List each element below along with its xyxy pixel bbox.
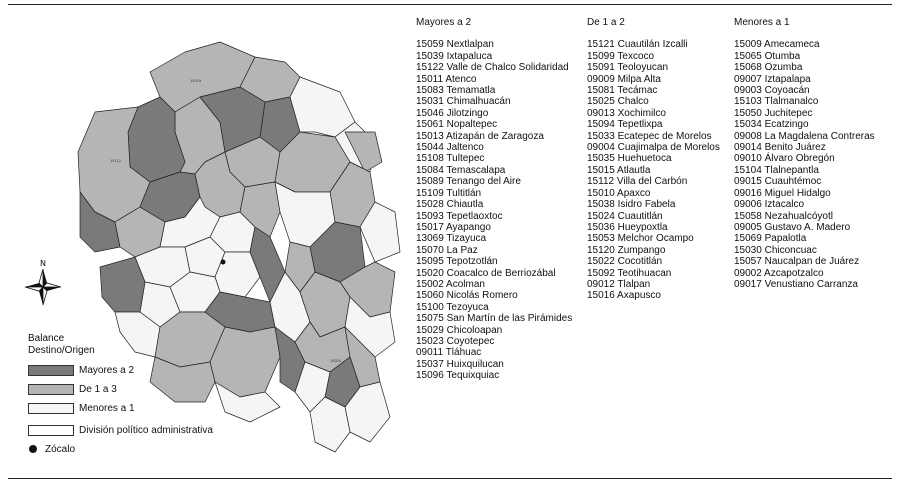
- municipality-row: [416, 74, 572, 85]
- municipality-row: [416, 347, 572, 358]
- municipality-code: 15036: [587, 221, 615, 233]
- map-region: [100, 257, 145, 312]
- municipality-name: Tizayuca: [446, 233, 487, 245]
- region-label: 15019: [190, 79, 202, 83]
- municipality-code: 15035: [587, 153, 615, 165]
- municipality-name: Álvaro Obregón: [764, 153, 835, 165]
- municipality-row: [734, 119, 875, 130]
- municipality-row: [416, 199, 572, 210]
- municipality-name: Teotihuacan: [617, 267, 672, 279]
- municipality-row: [587, 211, 720, 222]
- municipality-name: Otumba: [764, 50, 801, 62]
- municipality-name: Chiautla: [446, 199, 484, 211]
- legend: [28, 333, 213, 455]
- municipality-name: Amecameca: [764, 39, 820, 51]
- municipality-code: 09003: [734, 85, 762, 97]
- municipality-name: Huehuetoca: [617, 153, 672, 165]
- municipality-row: [734, 85, 875, 96]
- municipality-name: Cocotitlán: [617, 256, 663, 268]
- municipality-code: 09012: [587, 278, 615, 290]
- legend-item-menores: [28, 403, 135, 414]
- municipality-row: [734, 222, 875, 233]
- municipality-code: 15031: [416, 96, 444, 108]
- municipality-row: [587, 142, 720, 153]
- municipality-name: Axapusco: [617, 290, 661, 302]
- municipality-row: [734, 211, 875, 222]
- municipality-row: [734, 176, 875, 187]
- municipality-row: [587, 268, 720, 279]
- municipality-row: [587, 176, 720, 187]
- municipality-row: [416, 359, 572, 370]
- municipality-code: 15013: [416, 130, 444, 142]
- municipality-name: Acolman: [446, 278, 485, 290]
- municipality-row: [587, 199, 720, 210]
- municipality-row: [416, 153, 572, 164]
- legend-item-de1a3: [28, 384, 117, 395]
- municipality-code: 15109: [416, 187, 444, 199]
- municipality-name: Papalotla: [764, 233, 807, 245]
- legend-label-zocalo: Zócalo: [45, 444, 76, 455]
- municipality-row: [734, 153, 875, 164]
- municipality-row: [587, 245, 720, 256]
- municipality-name: Teoloyucan: [617, 62, 669, 74]
- column-header: Menores a 1: [734, 17, 790, 28]
- municipality-code: 15030: [734, 244, 762, 256]
- municipality-name: San Martín de las Pirámides: [446, 313, 573, 325]
- bottom-rule: [8, 478, 892, 479]
- zocalo-dot-icon: [29, 445, 37, 453]
- municipality-code: 15058: [734, 210, 762, 222]
- legend-swatch-de1a3: [28, 384, 74, 395]
- legend-swatch-division: [28, 425, 74, 436]
- municipality-row: [734, 199, 875, 210]
- municipality-code: 15120: [587, 244, 615, 256]
- municipality-row: [587, 39, 720, 50]
- compass-rose: [25, 259, 61, 305]
- map-region: [290, 77, 355, 137]
- municipality-name: Villa del Carbón: [616, 176, 688, 188]
- municipality-row: [587, 108, 720, 119]
- region-label: 15025: [330, 359, 342, 363]
- column-list: [416, 39, 572, 381]
- municipality-row: [587, 290, 720, 301]
- municipality-row: [734, 131, 875, 142]
- municipality-name: Coyoacán: [764, 85, 810, 97]
- municipality-row: [416, 268, 572, 279]
- municipality-name: Ecatepec de Morelos: [617, 130, 712, 142]
- legend-item-division: [28, 425, 213, 436]
- municipality-name: Tultitlán: [446, 187, 482, 199]
- municipality-name: Milpa Alta: [617, 73, 661, 85]
- municipality-code: 15033: [587, 130, 615, 142]
- municipality-code: 15094: [587, 119, 615, 131]
- municipality-code: 09010: [734, 153, 762, 165]
- municipality-name: Xochimilco: [617, 107, 666, 119]
- municipality-code: 15017: [416, 221, 444, 233]
- municipality-name: Nezahualcóyotl: [764, 210, 833, 222]
- municipality-code: 15034: [734, 119, 762, 131]
- zocalo-marker: [221, 260, 226, 265]
- municipality-row: [416, 290, 572, 301]
- legend-label-mayores: Mayores a 2: [79, 365, 135, 377]
- municipality-name: Gustavo A. Madero: [764, 221, 851, 233]
- municipality-name: Melchor Ocampo: [617, 233, 694, 245]
- municipality-row: [734, 279, 875, 290]
- municipality-row: [416, 256, 572, 267]
- municipality-name: Chicoloapan: [446, 324, 503, 336]
- municipality-code: 09006: [734, 199, 762, 211]
- municipality-name: Tepetlaoxtoc: [446, 210, 503, 222]
- municipality-code: 15020: [416, 267, 444, 279]
- municipality-code: 09016: [734, 187, 762, 199]
- top-rule: [8, 4, 892, 5]
- municipality-name: Temascalapa: [446, 164, 506, 176]
- municipality-code: 15061: [416, 119, 444, 131]
- municipality-name: Valle de Chalco Solidaridad: [446, 62, 569, 74]
- municipality-code: 15039: [416, 50, 444, 62]
- municipality-code: 09008: [734, 130, 762, 142]
- municipality-code: 15038: [587, 199, 615, 211]
- municipality-name: Jaltenco: [446, 142, 484, 154]
- municipality-name: Cuautilán Izcalli: [617, 39, 688, 51]
- municipality-code: 09014: [734, 142, 762, 154]
- municipality-name: Cuajimalpa de Morelos: [617, 142, 720, 154]
- municipality-row: [734, 108, 875, 119]
- municipality-code: 09005: [734, 221, 762, 233]
- column-header: De 1 a 2: [587, 17, 625, 28]
- municipality-row: [734, 39, 875, 50]
- municipality-row: [587, 233, 720, 244]
- column-header: Mayores a 2: [416, 17, 472, 28]
- municipality-name: Tecámac: [617, 85, 658, 97]
- region-label: 15112: [110, 159, 122, 163]
- municipality-name: Cuauhtémoc: [764, 176, 822, 188]
- municipality-name: Ayapango: [446, 221, 491, 233]
- municipality-row: [587, 256, 720, 267]
- municipality-name: Tenango del Aire: [446, 176, 521, 188]
- municipality-row: [416, 211, 572, 222]
- municipality-code: 15091: [587, 62, 615, 74]
- municipality-code: 15059: [416, 39, 444, 51]
- municipality-row: [416, 119, 572, 130]
- municipality-row: [416, 302, 572, 313]
- municipality-code: 15068: [734, 62, 762, 74]
- municipality-name: Iztapalapa: [764, 73, 811, 85]
- municipality-row: [734, 142, 875, 153]
- legend-swatch-mayores: [28, 365, 74, 376]
- column-list: [587, 39, 720, 301]
- municipality-name: Zumpango: [617, 244, 666, 256]
- municipality-row: [416, 370, 572, 381]
- municipality-name: Chimalhuacán: [446, 96, 511, 108]
- municipality-code: 15022: [587, 256, 615, 268]
- municipality-row: [734, 233, 875, 244]
- municipality-name: Tlalnepantla: [764, 164, 819, 176]
- municipality-code: 15023: [416, 335, 444, 347]
- municipality-code: 09007: [734, 73, 762, 85]
- municipality-row: [416, 85, 572, 96]
- municipality-row: [587, 51, 720, 62]
- municipality-row: [734, 96, 875, 107]
- municipality-code: 15025: [587, 96, 615, 108]
- municipality-row: [587, 74, 720, 85]
- municipality-code: 13069: [416, 233, 444, 245]
- municipality-code: 15029: [416, 324, 444, 336]
- municipality-name: Cuautitlán: [617, 210, 663, 222]
- municipality-row: [416, 336, 572, 347]
- municipality-code: 15095: [416, 256, 444, 268]
- municipality-code: 15024: [587, 210, 615, 222]
- municipality-row: [416, 188, 572, 199]
- municipality-row: [587, 62, 720, 73]
- column-de1a2: [587, 17, 720, 302]
- municipality-row: [416, 165, 572, 176]
- municipality-name: Benito Juárez: [764, 142, 826, 154]
- municipality-name: Juchitepec: [764, 107, 813, 119]
- municipality-code: 15099: [587, 50, 615, 62]
- municipality-name: Ozumba: [764, 62, 803, 74]
- municipality-row: [416, 279, 572, 290]
- municipality-row: [416, 39, 572, 50]
- municipality-name: Atenco: [445, 73, 477, 85]
- column-list: [734, 39, 875, 290]
- municipality-name: Azcapotzalco: [764, 267, 824, 279]
- municipality-code: 15083: [416, 85, 444, 97]
- municipality-name: Tláhuac: [445, 347, 482, 359]
- municipality-row: [416, 245, 572, 256]
- municipality-row: [587, 279, 720, 290]
- municipality-code: 15081: [587, 85, 615, 97]
- municipality-row: [734, 245, 875, 256]
- municipality-code: 15093: [416, 210, 444, 222]
- municipality-row: [587, 131, 720, 142]
- municipality-code: 15069: [734, 233, 762, 245]
- municipality-name: Ecatzingo: [764, 119, 809, 131]
- municipality-code: 15089: [416, 176, 444, 188]
- municipality-name: Nextlalpan: [446, 39, 494, 51]
- municipality-code: 15011: [416, 73, 444, 85]
- municipality-name: Texcoco: [617, 50, 655, 62]
- municipality-row: [416, 96, 572, 107]
- municipality-code: 15065: [734, 50, 762, 62]
- municipality-code: 15028: [416, 199, 444, 211]
- municipality-row: [416, 131, 572, 142]
- municipality-row: [734, 268, 875, 279]
- municipality-row: [734, 74, 875, 85]
- municipality-name: Huixquilucan: [446, 358, 504, 370]
- municipality-row: [416, 233, 572, 244]
- municipality-row: [587, 85, 720, 96]
- municipality-row: [587, 165, 720, 176]
- municipality-code: 15096: [416, 370, 444, 382]
- municipality-code: 15037: [416, 358, 444, 370]
- municipality-row: [416, 51, 572, 62]
- compass-north-label: N: [40, 259, 46, 268]
- municipality-name: Iztacalco: [764, 199, 805, 211]
- municipality-row: [416, 142, 572, 153]
- municipality-name: Coacalco de Berriozábal: [446, 267, 556, 279]
- municipality-name: Nopaltepec: [446, 119, 498, 131]
- municipality-name: Atlautla: [617, 164, 651, 176]
- municipality-code: 15108: [416, 153, 444, 165]
- municipality-name: Jilotzingo: [446, 107, 489, 119]
- municipality-row: [587, 153, 720, 164]
- municipality-code: 09002: [734, 267, 762, 279]
- municipality-row: [416, 325, 572, 336]
- municipality-code: 15084: [416, 164, 444, 176]
- municipality-code: 15057: [734, 256, 762, 268]
- municipality-name: Chiconcuac: [764, 244, 817, 256]
- legend-title-line1: Balance: [28, 333, 65, 344]
- municipality-code: 15010: [587, 187, 615, 199]
- municipality-name: Coyotepec: [446, 335, 495, 347]
- municipality-code: 15009: [734, 39, 762, 51]
- column-mayores: [416, 17, 572, 382]
- municipality-code: 09015: [734, 176, 762, 188]
- municipality-name: Venustiano Carranza: [764, 278, 858, 290]
- municipality-row: [416, 108, 572, 119]
- municipality-row: [587, 119, 720, 130]
- municipality-code: 15015: [587, 164, 615, 176]
- municipality-name: Apaxco: [617, 187, 651, 199]
- municipality-row: [734, 51, 875, 62]
- municipality-name: Tepotzotlán: [446, 256, 498, 268]
- municipality-name: Atizapán de Zaragoza: [446, 130, 544, 142]
- legend-item-zocalo: [28, 444, 75, 455]
- municipality-name: Tultepec: [446, 153, 485, 165]
- municipality-row: [416, 62, 572, 73]
- municipality-code: 15122: [416, 62, 444, 74]
- municipality-code: 15002: [416, 278, 444, 290]
- municipality-name: Tlalpan: [617, 278, 651, 290]
- municipality-row: [734, 256, 875, 267]
- municipality-row: [587, 188, 720, 199]
- municipality-row: [734, 165, 875, 176]
- municipality-code: 15046: [416, 107, 444, 119]
- municipality-code: 15092: [587, 267, 615, 279]
- municipality-name: Isidro Fabela: [617, 199, 676, 211]
- municipality-code: 15075: [416, 313, 444, 325]
- municipalities-map: [10, 12, 410, 467]
- municipality-name: Tepetlixpa: [617, 119, 663, 131]
- municipality-code: 09004: [587, 142, 615, 154]
- municipality-name: Tequixquiac: [446, 370, 500, 382]
- municipality-code: 09013: [587, 107, 615, 119]
- municipality-name: Naucalpan de Juárez: [764, 256, 860, 268]
- municipality-code: 15070: [416, 244, 444, 256]
- municipality-code: 15050: [734, 107, 762, 119]
- municipality-row: [416, 313, 572, 324]
- municipality-name: Temamatla: [446, 85, 496, 97]
- municipality-code: 15044: [416, 142, 444, 154]
- municipality-name: Chalco: [617, 96, 649, 108]
- municipality-row: [734, 188, 875, 199]
- municipality-name: Hueypoxtla: [617, 221, 668, 233]
- municipality-code: 15060: [416, 290, 444, 302]
- municipality-name: La Paz: [446, 244, 478, 256]
- legend-label-menores: Menores a 1: [79, 403, 135, 415]
- municipality-name: Tezoyuca: [446, 301, 489, 313]
- municipality-name: Miguel Hidalgo: [764, 187, 831, 199]
- municipality-name: Ixtapaluca: [446, 50, 493, 62]
- legend-item-mayores: [28, 365, 134, 376]
- municipality-row: [416, 222, 572, 233]
- municipality-code: 09017: [734, 278, 762, 290]
- legend-title-line2: Destino/Origen: [28, 345, 95, 356]
- municipality-row: [734, 62, 875, 73]
- legend-label-de1a3: De 1 a 3: [79, 384, 117, 396]
- municipality-code: 15121: [587, 39, 615, 51]
- municipality-code: 15104: [734, 164, 762, 176]
- legend-label-division: División político administrativa: [79, 425, 213, 437]
- municipality-code: 15112: [587, 176, 615, 188]
- municipality-row: [416, 176, 572, 187]
- municipality-code: 15053: [587, 233, 615, 245]
- municipality-code: 09009: [587, 73, 615, 85]
- municipality-name: Tlalmanalco: [764, 96, 819, 108]
- municipality-name: La Magdalena Contreras: [764, 130, 875, 142]
- municipality-code: 09011: [416, 347, 444, 359]
- municipality-code: 15103: [734, 96, 762, 108]
- column-menores: [734, 17, 875, 290]
- municipality-name: Nicolás Romero: [446, 290, 518, 302]
- municipality-row: [587, 222, 720, 233]
- legend-swatch-menores: [28, 403, 74, 414]
- municipality-code: 15016: [587, 290, 615, 302]
- municipality-row: [587, 96, 720, 107]
- municipality-code: 15100: [416, 301, 444, 313]
